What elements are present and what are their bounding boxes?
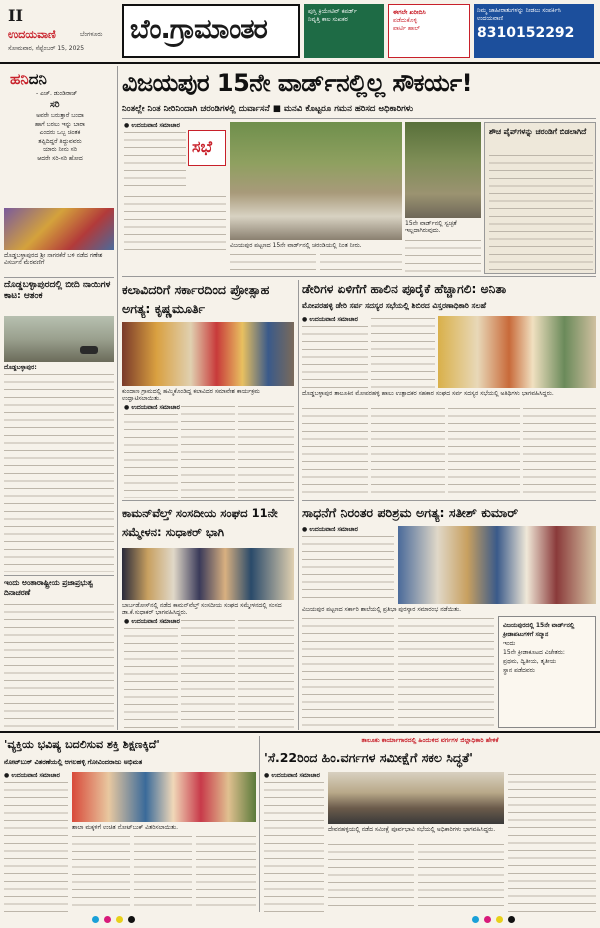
masthead-divider bbox=[0, 62, 600, 64]
survey-meeting-photo bbox=[328, 772, 504, 824]
info-line: ಸ್ಥಾನ ಪಡೆದವರು bbox=[503, 667, 535, 674]
survey-place: ● ಉದಯವಾಣಿ ಸಮಾಚಾರ bbox=[264, 772, 320, 779]
kalavidaru-headline: ಕಲಾವಿದರಿಗೆ ಸರ್ಕಾರದಿಂದ ಪ್ರೋತ್ಸಾಹ ಅಗತ್ಯ: ಕೃಷ್ಣಮೂರ್ತಿ bbox=[122, 282, 270, 316]
ad-hall-line2: ಪಡೆದುಕೊಳ್ಳಿ bbox=[393, 17, 418, 24]
info-line: ವಿಜಯಪುರದಲ್ಲಿ 15ನೇ ವಾರ್ಡ್‌ನಲ್ಲಿ bbox=[503, 622, 575, 629]
garbage-photo-caption: ವಿಜಯಪುರ ಪಟ್ಟಣದ 15ನೇ ವಾರ್ಡ್‌ನಲ್ಲಿ ಚರಂಡಿಯಲ್ಲಿ ನಿಂತ ನೀರು. bbox=[230, 242, 362, 249]
poem-lines bbox=[14, 112, 106, 163]
section-title: ಬೆಂ.ಗ್ರಾಮಾಂತರ bbox=[130, 14, 267, 45]
kalavidaru-body-2 bbox=[181, 404, 235, 498]
ganesha-photo-caption: ದೊಡ್ಡಬಳ್ಳಾಪುರದ ಶ್ರೀ ನಾಗರಕೆರೆ ಬಳಿ ನಡೆದ ಗಣೇಶ ವಿಸರ್ಜನೆ ಮೆರವಣಿಗೆ bbox=[4, 252, 103, 266]
registration-mark bbox=[496, 916, 503, 923]
survey-body-4 bbox=[508, 772, 596, 912]
drain-photo-2 bbox=[405, 122, 481, 218]
registration-mark bbox=[508, 916, 515, 923]
democracy-day-body bbox=[4, 602, 114, 728]
dairy-subhead: ಮೋಪರಹಳ್ಳಿ ಡೇರಿ ಸರ್ವ ಸದಸ್ಯರ ಸಭೆಯಲ್ಲಿ ಶಿಬಿರದ ವಿಸ್ತರಣಾಧಿಕಾರಿ ಸಲಹೆ bbox=[302, 301, 487, 310]
honey-byline: - ಎಚ್. ಡುಂಡಿರಾಜ್ bbox=[36, 90, 78, 97]
sidebar-box bbox=[484, 122, 596, 274]
dairy-meeting-photo bbox=[438, 316, 596, 388]
education-headline: 'ವ್ಯಕ್ತಿಯ ಭವಿಷ್ಯ ಬದಲಿಸುವ ಶಕ್ತಿ ಶಿಕ್ಷಣಕ್ಕಿದೆ' bbox=[4, 738, 160, 751]
ad-classified-line2: ಉದಯವಾಣಿ bbox=[477, 15, 504, 22]
poem-title: ಸರಿ bbox=[50, 100, 60, 110]
success-body-2 bbox=[302, 616, 394, 728]
brand-name: ಉದಯವಾಣಿ bbox=[8, 28, 56, 41]
ad-hall-line1: ಈಗಲೇ ಖರೀದಿಸಿ bbox=[393, 9, 426, 16]
sidebar-body bbox=[489, 153, 593, 271]
commonwealth-photo bbox=[122, 548, 294, 600]
poem-line: ತಪ್ಪಿದಿದ್ದರೆ ತಿದ್ದುವವರು bbox=[38, 137, 82, 145]
ganesha-procession-photo bbox=[4, 208, 114, 250]
lead-headline: ವಿಜಯಪುರ 15ನೇ ವಾರ್ಡ್‌ನಲ್ಲಿಲ್ಲ ಸೌಕರ್ಯ! bbox=[122, 69, 473, 97]
sports-info-box bbox=[498, 616, 596, 728]
kalavidaru-body-3 bbox=[238, 404, 294, 498]
survey-kicker: ತಾಲೂಕು ಕಾರ್ಯಾಗಾರದಲ್ಲಿ ಹಿಂದುಳಿದ ವರ್ಗಗಳ ಜಿಲ್ಲಾಧಿಕಾರಿ ಹೇಳಿಕೆ bbox=[361, 737, 499, 744]
left-column-rule bbox=[117, 66, 118, 730]
stray-dogs-photo bbox=[4, 316, 114, 362]
survey-body-3 bbox=[418, 842, 504, 912]
info-line: ಕ್ರೀಡಾಪಟುಗಳಿಗೆ ಸನ್ಮಾನ bbox=[503, 631, 549, 638]
section-title-box bbox=[122, 4, 300, 58]
survey-body-2 bbox=[328, 842, 414, 912]
registration-mark bbox=[104, 916, 111, 923]
artists-group-photo bbox=[122, 322, 294, 386]
commonwealth-headline: ಕಾಮನ್‌ವೆಲ್ತ್ ಸಂಸದೀಯ ಸಂಘದ 11ನೇ ಸಮ್ಮೇಳನ: ಸುಧಾಕರ್ ಭಾಗಿ bbox=[122, 506, 278, 539]
poem-line: ಯಾರು ನೀನು ಸರಿ bbox=[42, 146, 78, 153]
ad-hall-line3: ಪಾರ್ಟಿ ಹಾಲ್ bbox=[393, 25, 421, 32]
success-headline: ಸಾಧನೆಗೆ ನಿರಂತರ ಪರಿಶ್ರಮ ಅಗತ್ಯ: ಸತೀಶ್ ಕುಮಾರ್ bbox=[302, 505, 519, 520]
registration-mark bbox=[128, 916, 135, 923]
honey-title-a: ಹನಿ bbox=[10, 70, 29, 88]
dairy-bottom-rule bbox=[302, 500, 596, 501]
survey-headline: 'ಸೆ.22ರಿಂದ ಹಿಂ.ವರ್ಗಗಳ ಸಮೀಕ್ಷೆಗೆ ಸಕಲ ಸಿದ್ಧತೆ' bbox=[264, 750, 473, 765]
dog-shape bbox=[80, 346, 98, 354]
kalavidaru-place: ● ಉದಯವಾಣಿ ಸಮಾಚಾರ bbox=[124, 404, 180, 411]
education-body-4 bbox=[196, 834, 256, 912]
survey-photo-caption: ದೇವನಹಳ್ಳಿಯಲ್ಲಿ ನಡೆದ ಸಮೀಕ್ಷೆ ಪೂರ್ವಭಾವಿ ಸಭೆಯಲ್ಲಿ ಅಧಿಕಾರಿಗಳು ಭಾಗವಹಿಸಿದ್ದರು. bbox=[328, 826, 496, 833]
democracy-day-headline: ಇಂದು ಅಂತಾರಾಷ್ಟ್ರೀಯ ಪ್ರಜಾಪ್ರಭುತ್ವ ದಿನಾಚರಣೆ bbox=[4, 578, 93, 597]
ad-classified-line1: ನಿಮ್ಮ ಜಾಹೀರಾತುಗಳನ್ನು ನೀಡಲು ಸಂಪರ್ಕಿಸಿ bbox=[477, 7, 561, 14]
kalavidaru-bottom-rule bbox=[122, 500, 294, 501]
left-divider-1 bbox=[4, 277, 114, 278]
success-body-3 bbox=[398, 616, 494, 728]
poem-line: ಹಾಗೆ ಬರಲು ಇನ್ನು ಬಾರಾ bbox=[35, 120, 85, 128]
bottom-band-rule bbox=[0, 731, 600, 733]
education-body-3 bbox=[134, 834, 192, 912]
honey-column bbox=[0, 66, 116, 206]
commonwealth-place: ● ಉದಯವಾಣಿ ಸಮಾಚಾರ bbox=[124, 618, 180, 625]
bottom-vertical-rule bbox=[259, 736, 260, 912]
commonwealth-photo-caption: ಬಾರ್ಬಡೋಸ್‌ನಲ್ಲಿ ನಡೆದ ಕಾಮನ್‌ವೆಲ್ತ್ ಸಂಸದೀಯ ಸಂಘದ ಸಮ್ಮೇಳನದಲ್ಲಿ ಸಂಸದ ಡಾ.ಕೆ.ಸುಧಾಕರ್ ಭಾಗವಹಿಸಿದ್ದರು. bbox=[122, 602, 282, 616]
lead-body-col4 bbox=[405, 238, 481, 274]
education-subhead: ನೋಟ್‌ಬುಕ್ ವಿತರಣೆಯಲ್ಲಿ ಆಗಲಹಳ್ಳಿ ಗೋವಿಂದರಾಜು ಅಭಿಮತ bbox=[4, 758, 143, 766]
registration-mark bbox=[92, 916, 99, 923]
ad-hall bbox=[388, 4, 470, 58]
poem-line: ಆದರೇ ಸರಿ-ಸರಿ ಹೋದ bbox=[37, 154, 83, 162]
date-line: ಸೋಮವಾರ, ಸೆಪ್ಟೆಂಬರ್ 15, 2025 bbox=[8, 45, 85, 52]
dairy-body-1 bbox=[302, 324, 368, 388]
stray-dogs-headline: ದೊಡ್ಡಬಳ್ಳಾಪುರದಲ್ಲಿ ಬೀದಿ ನಾಯಿಗಳ ಕಾಟ: ಆತಂಕ bbox=[4, 280, 111, 301]
ad-phone: 8310152292 bbox=[477, 25, 575, 41]
info-line: ಇಂದು bbox=[503, 640, 516, 647]
success-body-1 bbox=[302, 534, 394, 604]
success-place: ● ಉದಯವಾಣಿ ಸಮಾಚಾರ bbox=[302, 526, 358, 533]
poem-line: ಅವರೇ ಬರುತ್ತಾರೆ ಬಂದಾ bbox=[36, 112, 84, 119]
dairy-body-6 bbox=[523, 406, 596, 498]
poem-line: ಎಂದರು ಒಬ್ಬ ಚಿಂತಕ bbox=[39, 129, 81, 136]
sabhe-logo bbox=[188, 130, 226, 166]
lead-place: ● ಉದಯವಾಣಿ ಸಮಾಚಾರ bbox=[124, 122, 180, 129]
commonwealth-body-2 bbox=[181, 618, 235, 728]
students-photo-caption: ವಿಜಯಪುರ ಪಟ್ಟಣದ ಸರ್ಕಾರಿ ಶಾಲೆಯಲ್ಲಿ ಪ್ರತಿಭಾ ಪುರಸ್ಕಾರ ಸಮಾರಂಭ ನಡೆಯಿತು. bbox=[302, 606, 462, 613]
sidebar-headline: ಶೌಚ ಪೈಪ್‌ಗಳನ್ನು ಚರಂಡಿಗೆ ಬಿಡಲಾಗಿದೆ bbox=[489, 127, 587, 136]
stray-dogs-body bbox=[4, 372, 114, 572]
education-place: ● ಉದಯವಾಣಿ ಸಮಾಚಾರ bbox=[4, 772, 60, 779]
lead-body-col1b bbox=[124, 194, 226, 256]
ad-pension bbox=[304, 4, 384, 58]
brand-city: ಬೆಂಗಳೂರು bbox=[80, 31, 103, 38]
dairy-body-3 bbox=[302, 406, 368, 498]
kalavidaru-body-1 bbox=[124, 412, 178, 498]
registration-mark bbox=[472, 916, 479, 923]
notebook-distribution-photo bbox=[72, 772, 256, 822]
left-divider-2 bbox=[4, 575, 114, 576]
registration-mark bbox=[484, 916, 491, 923]
education-body-1 bbox=[4, 780, 68, 912]
ad-classified bbox=[474, 4, 594, 58]
dairy-body-2 bbox=[371, 316, 435, 388]
info-line: ಪ್ರಥಮ, ದ್ವಿತೀಯ, ತೃತೀಯ bbox=[503, 658, 557, 665]
survey-body-1 bbox=[264, 780, 324, 912]
registration-mark bbox=[116, 916, 123, 923]
dairy-body-5 bbox=[448, 406, 520, 498]
lead-bottom-rule bbox=[122, 276, 596, 277]
lead-subhead: ನಿಂತಲ್ಲೇ ನಿಂತ ನೀರಿನಿಂದಾಗಿ ಚರಂಡಿಗಳಲ್ಲಿ ದುರ್ವಾಸನೆ ■ ಮನವಿ ಕೊಟ್ಟರೂ ಗಮನ ಹರಿಸದ ಅಧಿಕಾರಿಗಳು bbox=[122, 104, 414, 114]
ad-pension-line1: ಪುಸ್ತಿ ಕ್ರಿಯೇಟಿವ್ ಕಪರ್ಡ್ bbox=[308, 8, 357, 15]
mid-column-rule bbox=[298, 280, 299, 730]
notebook-photo-caption: ಶಾಲಾ ಮಕ್ಕಳಿಗೆ ಉಚಿತ ನೋಟ್‌ಬುಕ್ ವಿತರಿಸಲಾಯಿತು. bbox=[72, 824, 179, 831]
ad-pension-line2: ನಿವೃತ್ತಿ ಕಾಲ ಸುಖಕರ bbox=[308, 16, 348, 23]
masthead bbox=[0, 0, 600, 66]
honey-logo bbox=[10, 70, 47, 88]
lead-subhead-rule bbox=[122, 118, 596, 119]
stray-dogs-place: ದೊಡ್ಡಬಳ್ಳಾಪುರ: bbox=[4, 364, 37, 371]
dairy-photo-caption: ದೊಡ್ಡಬಳ್ಳಾಪುರ ತಾಲೂಕಿನ ಮೋಪರಹಳ್ಳಿ ಹಾಲು ಉತ್ಪಾದಕರ ಸಹಕಾರ ಸಂಘದ ಸರ್ವ ಸದಸ್ಯರ ಸಭೆಯಲ್ಲಿ ಅತಿಥಿಗಳು ಭಾಗವಹಿಸಿದ್ದರು. bbox=[302, 390, 554, 397]
honey-title-b: ದನಿ bbox=[28, 70, 47, 88]
commonwealth-body-3 bbox=[238, 618, 294, 728]
sabhe-logo-text: ಸಭೆ bbox=[192, 137, 213, 156]
commonwealth-body-1 bbox=[124, 626, 178, 728]
dairy-body-4 bbox=[371, 406, 445, 498]
students-award-photo bbox=[398, 526, 596, 604]
lead-body-col3 bbox=[320, 252, 402, 274]
page-number: II bbox=[8, 6, 23, 25]
artists-photo-caption: ಕುಂದಾಣ ಗ್ರಾಮದಲ್ಲಿ ಹಮ್ಮಿಕೊಂಡಿದ್ದ ಕಲಾವಿದರ ಸಮಾವೇಶ ಕಾರ್ಯಕ್ರಮ ಉದ್ಘಾಟಿಸಲಾಯಿತು. bbox=[122, 388, 260, 402]
garbage-drain-photo bbox=[230, 122, 402, 240]
info-line: 15ನೇ ಕ್ರೀಡಾಕೂಟದ ವಿಜೇತರು: bbox=[503, 649, 565, 656]
lead-body-col1 bbox=[124, 130, 186, 190]
education-body-2 bbox=[72, 834, 130, 912]
dairy-headline: ಡೇರಿಗಳ ಏಳಿಗೆಗೆ ಹಾಲಿನ ಪೂರೈಕೆ ಹೆಚ್ಚಾಗಲಿ: ಅನಿತಾ bbox=[302, 282, 507, 296]
lead-body-col2 bbox=[230, 252, 316, 274]
dairy-place: ● ಉದಯವಾಣಿ ಸಮಾಚಾರ bbox=[302, 316, 358, 323]
drain-photo-2-caption: 15ನೇ ವಾರ್ಡ್‌ನಲ್ಲಿ ಸ್ವಚ್ಛತೆ ಇಲ್ಲದಾಗಿರುವುದು. bbox=[405, 220, 457, 234]
